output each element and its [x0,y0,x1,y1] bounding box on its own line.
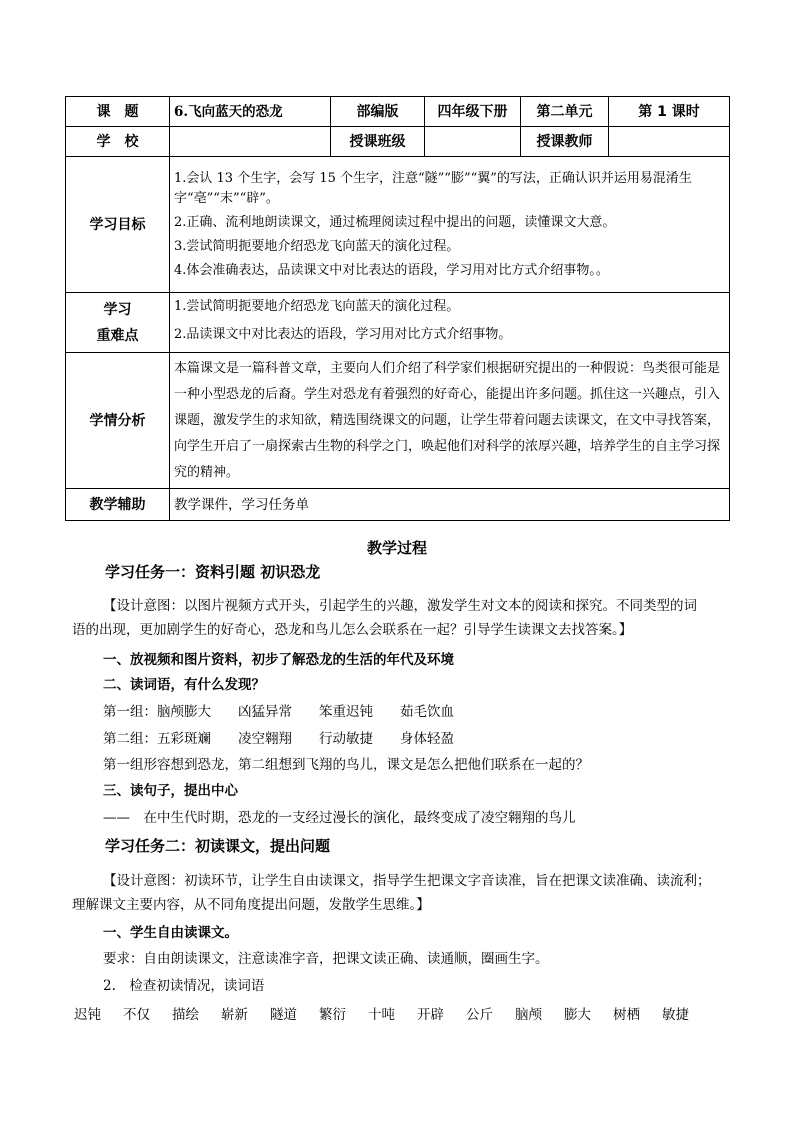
grade: 四年级下册 [425,97,521,127]
task2-heading: 学习任务二：初读课文，提出问题 [105,837,331,855]
teacher-value [609,127,730,157]
goal-item: 2.正确、流利地朗读课文，通过梳理阅读过程中提出的问题，读懂课文大意。 [174,214,616,230]
question: 第一组形容想到恐龙，第二组想到飞翔的鸟儿，课文是怎么把他们联系在一起的？ [103,757,589,773]
row-analysis [66,353,730,489]
lesson-title: 6.飞向蓝天的恐龙 [170,97,331,127]
process-title: 教学过程 [366,539,427,557]
word-item: 树栖 [613,1007,640,1023]
difficulty-item: 2.品读课文中对比表达的语段，学习用对比方式介绍事物。 [174,327,512,342]
design-note-2b: 理解课文主要内容，从不同角度提出问题，发散学生思维。】 [72,897,430,913]
word-item: 开辟 [417,1007,444,1023]
row-goals [66,157,730,293]
lesson-info-table [65,96,730,521]
word-item: 不仅 [123,1007,150,1023]
step-4: 一、学生自由读课文。 [103,925,238,941]
check-reading: 2. 检查初读情况，读词语 [103,978,265,994]
topic-label: 课 题 [66,97,170,127]
word-item: 公斤 [466,1007,493,1023]
step-1: 一、放视频和图片资料，初步了解恐龙的生活的年代及环境 [103,652,454,668]
aids-label: 教学辅助 [66,489,170,521]
aids-content: 教学课件，学习任务单 [170,489,730,521]
analysis-content [170,353,730,489]
task1-heading: 学习任务一：资料引题 初识恐龙 [105,563,321,581]
word-item: 崭新 [221,1007,248,1023]
difficulty-label-line2: 重难点 [96,327,139,344]
word-item: 脑颅 [515,1007,542,1023]
difficulty-label [66,293,170,353]
goal-item: 4.体会准确表达，品读课文中对比表达的语段，学习用对比方式介绍事物。。 [174,262,609,278]
step-3: 三、读句子，提出中心 [103,783,238,799]
row-difficulty [66,293,730,353]
analysis-label: 学情分析 [66,353,170,489]
word-list [74,1003,734,1023]
difficulty-label-line1: 学习 [103,301,132,318]
requirement: 要求：自由朗读课文，注意读准字音，把课文读正确、读通顺，圈画生字。 [103,951,549,967]
edition: 部编版 [331,97,425,127]
goals-label: 学习目标 [66,157,170,293]
design-note-1b: 语的出现，更加剧学生的好奇心，恐龙和鸟儿怎么会联系在一起？引导学生读课文去找答案。】 [72,622,633,638]
class-label: 授课班级 [331,127,425,157]
word-item: 描绘 [172,1007,199,1023]
difficulty-content [170,293,730,353]
key-sentence: —— 在中生代时期，恐龙的一支经过漫长的演化，最终变成了凌空翱翔的鸟儿 [103,810,576,826]
analysis-text: 本篇课文是一篇科普文章，主要向人们介绍了科学家们根据研究提出的一种假说：鸟类很可能是一种小型恐龙的后裔。学生对恐龙有着强烈的好奇心，能提出许多问题。抓住这一兴趣点，引入课题，激发学生的求知欲，精选围绕课文的问题，让学生带着问题去读课文，在文中寻找答案，向学生开启了一扇探索古生物的科学之门，唤起他们对科学的浓厚兴趣，培养学生的自主学习探究的精神。 [174,360,721,480]
step-2: 二、读词语，有什么发现？ [103,677,265,693]
school-value [170,127,331,157]
teacher-label: 授课教师 [521,127,609,157]
row-school [66,127,730,157]
word-group-1: 第一组：脑颅膨大 凶猛异常 笨重迟钝 茹毛饮血 [103,704,454,720]
word-group-2: 第二组：五彩斑斓 凌空翱翔 行动敏捷 身体轻盈 [103,731,454,747]
lesson-number: 第 1 课时 [609,97,730,127]
class-value [425,127,521,157]
difficulty-item: 1.尝试简明扼要地介绍恐龙飞向蓝天的演化过程。 [174,299,460,314]
row-topic [66,97,730,127]
word-item: 迟钝 [74,1007,101,1023]
goals-content [170,157,730,293]
unit: 第二单元 [521,97,609,127]
design-note-1a: 【设计意图：以图片视频方式开头，引起学生的兴趣，激发学生对文本的阅读和探究。不同类型的词 [103,598,697,614]
school-label: 学 校 [66,127,170,157]
goal-item: 1.会认 13 个生字，会写 15 个生字，注意“隧”“膨”“翼”的写法，正确认识并运用易混淆生字“亳”“末”“辟”。 [174,170,692,206]
word-item: 膨大 [564,1007,591,1023]
word-item: 敏捷 [662,1007,689,1023]
design-note-2a: 【设计意图：初读环节，让学生自由读课文，指导学生把课文字音读准，旨在把课文读准确、读流利； [103,873,711,889]
row-aids [66,489,730,521]
word-item: 十吨 [368,1007,395,1023]
goal-item: 3.尝试简明扼要地介绍恐龙飞向蓝天的演化过程。 [174,238,460,254]
word-item: 隧道 [270,1007,297,1023]
word-item: 繁衍 [319,1007,346,1023]
